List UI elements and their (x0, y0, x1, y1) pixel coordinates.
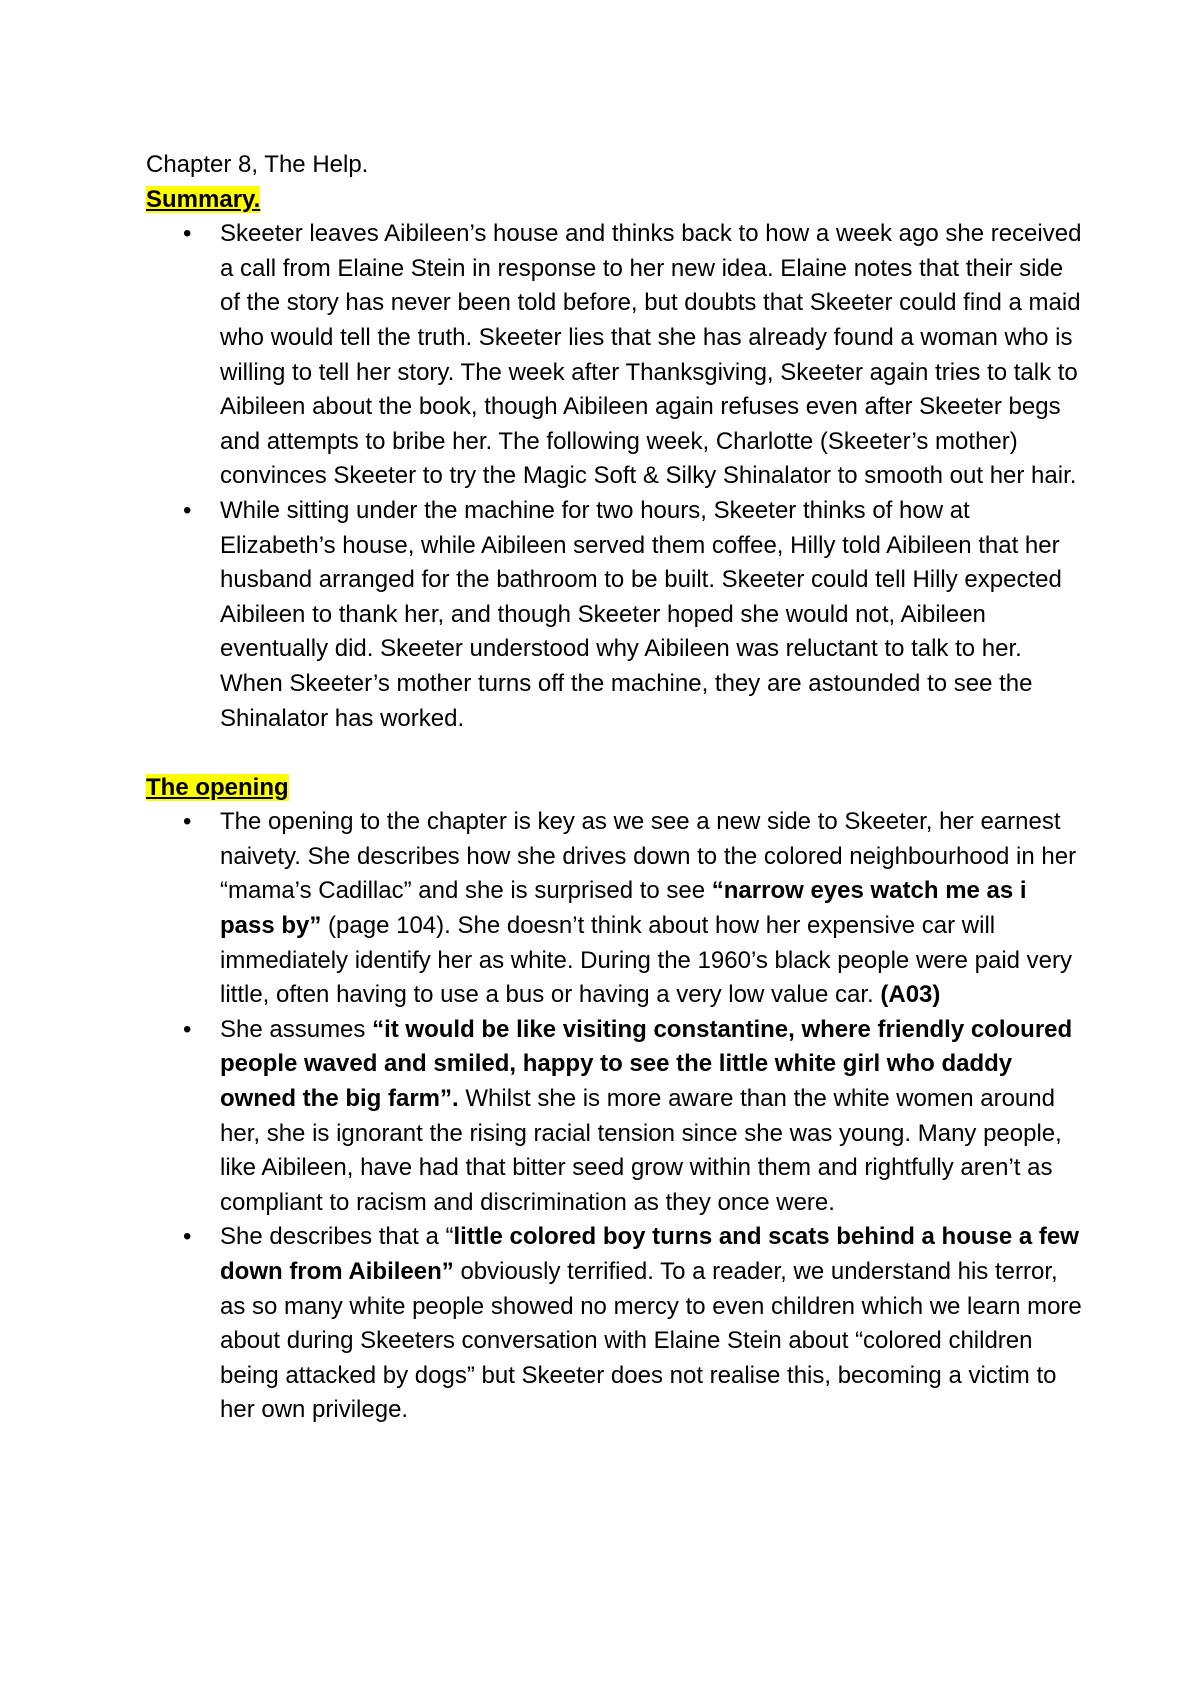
body-text: She assumes (220, 1015, 373, 1043)
bullet-dot-icon: • (183, 1223, 192, 1251)
opening-bullet-list (146, 805, 1086, 1428)
list-item (146, 217, 1086, 494)
body-text: Whilst she is more aware than the white women around her, she is ignorant the rising racial tension since she was young. Many people, like Aibileen, have had that bitter seed grow within them and rightfully aren’t as compliant to racism and discrimination as they once were. (220, 1085, 1062, 1216)
bullet-dot-icon: • (183, 808, 192, 836)
list-item (146, 1220, 1086, 1428)
document-title: Chapter 8, The Help. (146, 151, 369, 178)
quote-text-bold: (A03) (880, 981, 941, 1009)
section-spacer (146, 736, 1086, 771)
list-item (146, 1013, 1086, 1221)
body-text: (page 104). She doesn’t think about how her expensive car will immediately identify her as white. During the 1960’s black people were paid very little, often having to use a bus or having a very low value car. (220, 912, 1073, 1009)
bullet-dot-icon: • (183, 220, 192, 248)
section-heading-opening-text: The opening (146, 773, 289, 801)
section-heading-summary (146, 183, 1086, 218)
body-text: While sitting under the machine for two hours, Skeeter thinks of how at Elizabeth’s house, while Aibileen served them coffee, Hilly told Aibileen that her husband arranged for the bathroom to be built. Skeeter could tell Hilly expected Aibileen to thank her, and though Skeeter hoped she would not, Aibileen eventually did. Skeeter understood why Aibileen was reluctant to talk to her. When Skeeter’s mother turns off the machine, they are astounded to see the Shinalator has worked. (220, 496, 1062, 732)
list-item (146, 805, 1086, 1013)
list-item (146, 494, 1086, 736)
summary-bullet-list (146, 217, 1086, 736)
body-text: She describes that a “ (220, 1223, 454, 1251)
section-opening (146, 771, 1086, 1428)
bullet-dot-icon: • (183, 1015, 192, 1043)
quote-text-bold: “narrow eyes watch me as i pass by” (220, 877, 1027, 940)
section-heading-opening (146, 771, 1086, 806)
bullet-dot-icon: • (183, 496, 192, 524)
quote-text-bold: little colored boy turns and scats behind a house a few down from Aibileen” (220, 1223, 1079, 1285)
body-text: obviously terrified. To a reader, we understand his terror, as so many white people showed no mercy to even children which we learn more about during Skeeters conversation with Elaine Stein about “colored children being attacked by dogs” but Skeeter does not realise this, becoming a victim to her own privilege. (220, 1258, 1082, 1424)
section-heading-summary-text: Summary. (146, 185, 261, 213)
quote-text-bold: “it would be like visiting constantine, where friendly coloured people waved and smiled, happy to see the little white girl who daddy owned the big farm”. (220, 1015, 1073, 1113)
body-text: Skeeter leaves Aibileen’s house and thinks back to how a week ago she received a call from Elaine Stein in response to her new idea. Elaine notes that their side of the story has never been told before, but doubts that Skeeter could find a maid who would tell the truth. Skeeter lies that she has already found a woman who is willing to tell her story. The week after Thanksgiving, Skeeter again tries to talk to Aibileen about the book, though Aibileen again refuses even after Skeeter begs and attempts to bribe her. The following week, Charlotte (Skeeter’s mother) convinces Skeeter to try the Magic Soft & Silky Shinalator to smooth out her hair. (220, 220, 1082, 490)
document-page (146, 148, 1086, 1428)
body-text: The opening to the chapter is key as we see a new side to Skeeter, her earnest naivety. She describes how she drives down to the colored neighbourhood in her “mama’s Cadillac” and she is surprised to see (220, 808, 1077, 905)
section-summary (146, 183, 1086, 737)
